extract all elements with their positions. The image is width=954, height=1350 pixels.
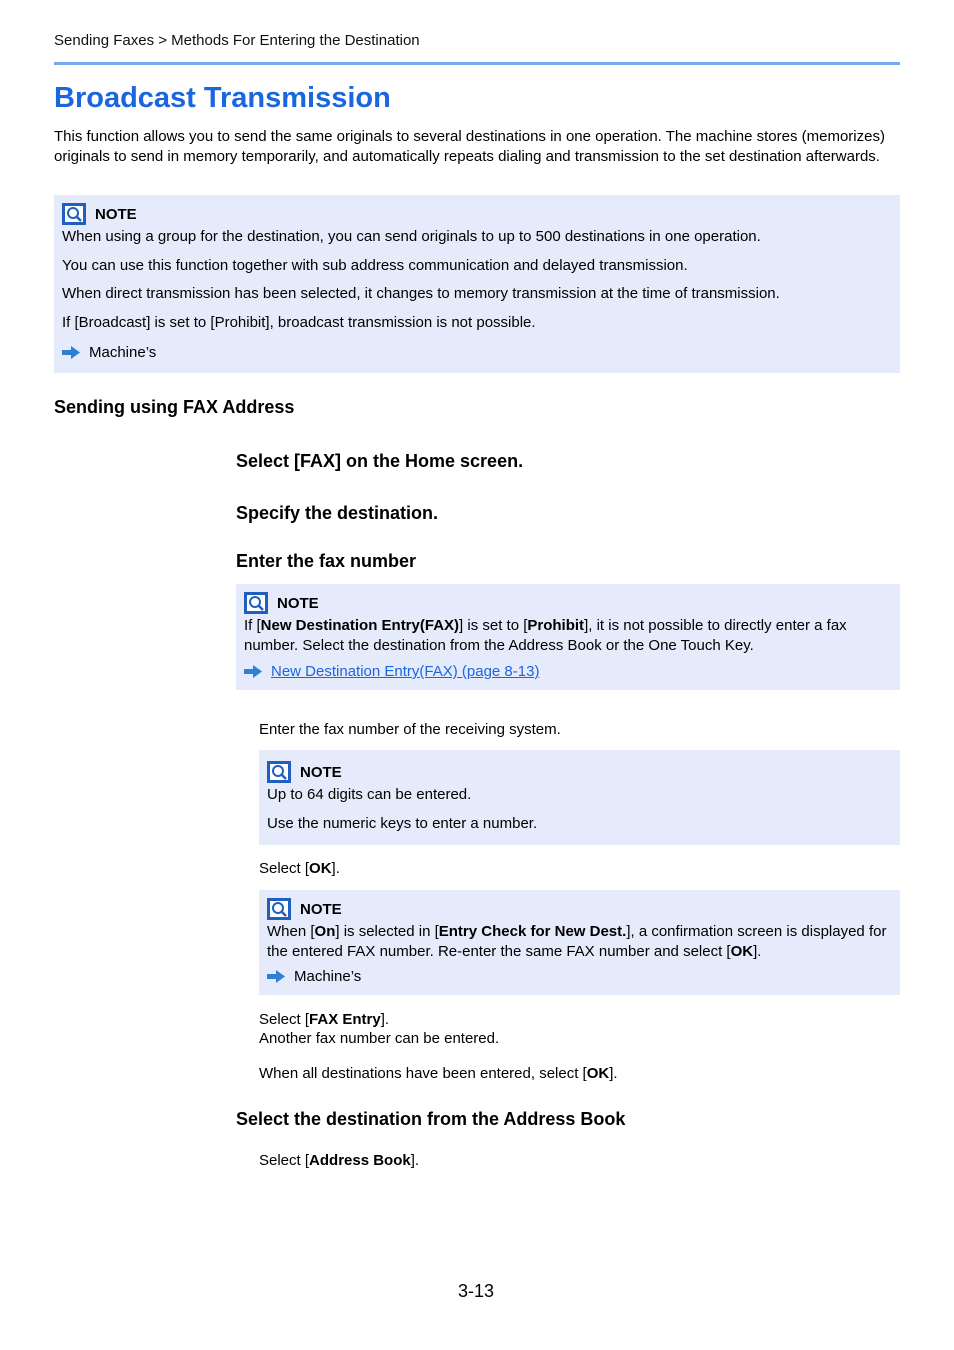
note-text: Up to 64 digits can be entered. — [267, 786, 472, 803]
header-rule — [54, 62, 900, 65]
instruction-text: When all destinations have been entered, select [OK]. — [259, 1065, 618, 1082]
instruction-text: Select [Address Book]. — [259, 1152, 420, 1169]
note-icon — [244, 592, 268, 614]
note-box — [236, 584, 900, 690]
note-header — [244, 592, 892, 614]
note-text: If [New Destination Entry(FAX)] is set to [Prohibit], it is not possible to directly enter a fax number. Select the destination from the Address Book or the One Touch Key. — [244, 617, 847, 654]
intro-paragraph: This function allows you to send the same originals to several destinations in one operation. The machine stores (memorizes) originals to send in memory temporarily, and automatically repeats dialing and transmission to the set destination afterwards. — [54, 128, 885, 165]
arrow-right-icon — [62, 346, 80, 359]
subheading-address-book: Select the destination from the Address Book — [236, 1109, 626, 1129]
step-1: Select [FAX] on the Home screen. — [236, 451, 524, 471]
note-text: When direct transmission has been selected, it changes to memory transmission at the time of transmission. — [62, 285, 780, 302]
page-title: Broadcast Transmission — [54, 82, 391, 114]
reference — [62, 344, 892, 361]
note-icon — [267, 898, 291, 920]
instruction-text: Another fax number can be entered. — [259, 1030, 500, 1047]
note-text: You can use this function together with sub address communication and delayed transmission. — [62, 256, 688, 274]
note-icon — [267, 761, 291, 783]
note-text: If [Broadcast] is set to [Prohibit], broadcast transmission is not possible. — [62, 313, 536, 331]
step-2: Specify the destination. — [236, 503, 439, 523]
note-header — [62, 203, 892, 225]
instruction-text: Select [FAX Entry]. — [259, 1011, 390, 1028]
note-text: When [On] is selected in [Entry Check for New Dest.], a confirmation screen is displayed for the entered FAX number. Re-enter the same FAX number and select [OK]. — [267, 923, 887, 960]
section-heading: Sending using FAX Address — [54, 397, 295, 417]
instruction-text: Select [OK]. — [259, 860, 340, 877]
arrow-right-icon — [267, 970, 285, 983]
note-label: NOTE — [300, 900, 342, 918]
note-label: NOTE — [300, 763, 342, 781]
reference-link[interactable]: New Destination Entry(FAX) (page 8-13) — [271, 663, 540, 680]
arrow-right-icon — [244, 665, 262, 678]
note-header — [267, 898, 892, 920]
note-box — [259, 750, 900, 845]
page-number: 3-13 — [458, 1281, 495, 1301]
note-icon — [62, 203, 86, 225]
breadcrumb: Sending Faxes > Methods For Entering the Destination — [54, 32, 420, 49]
reference — [267, 968, 892, 985]
note-box — [54, 195, 900, 373]
note-header — [267, 761, 892, 783]
subheading-fax-number: Enter the fax number — [236, 551, 417, 571]
reference-text: Machine’s — [89, 344, 157, 361]
note-text: When using a group for the destination, you can send originals to up to 500 destinations in one operation. — [62, 228, 761, 245]
note-label: NOTE — [95, 205, 137, 223]
note-text: Use the numeric keys to enter a number. — [267, 814, 538, 832]
reference — [244, 663, 892, 680]
instruction-text: Enter the fax number of the receiving system. — [259, 721, 561, 738]
note-box — [259, 890, 900, 995]
reference-text: Machine’s — [294, 968, 362, 985]
note-label: NOTE — [277, 594, 319, 612]
